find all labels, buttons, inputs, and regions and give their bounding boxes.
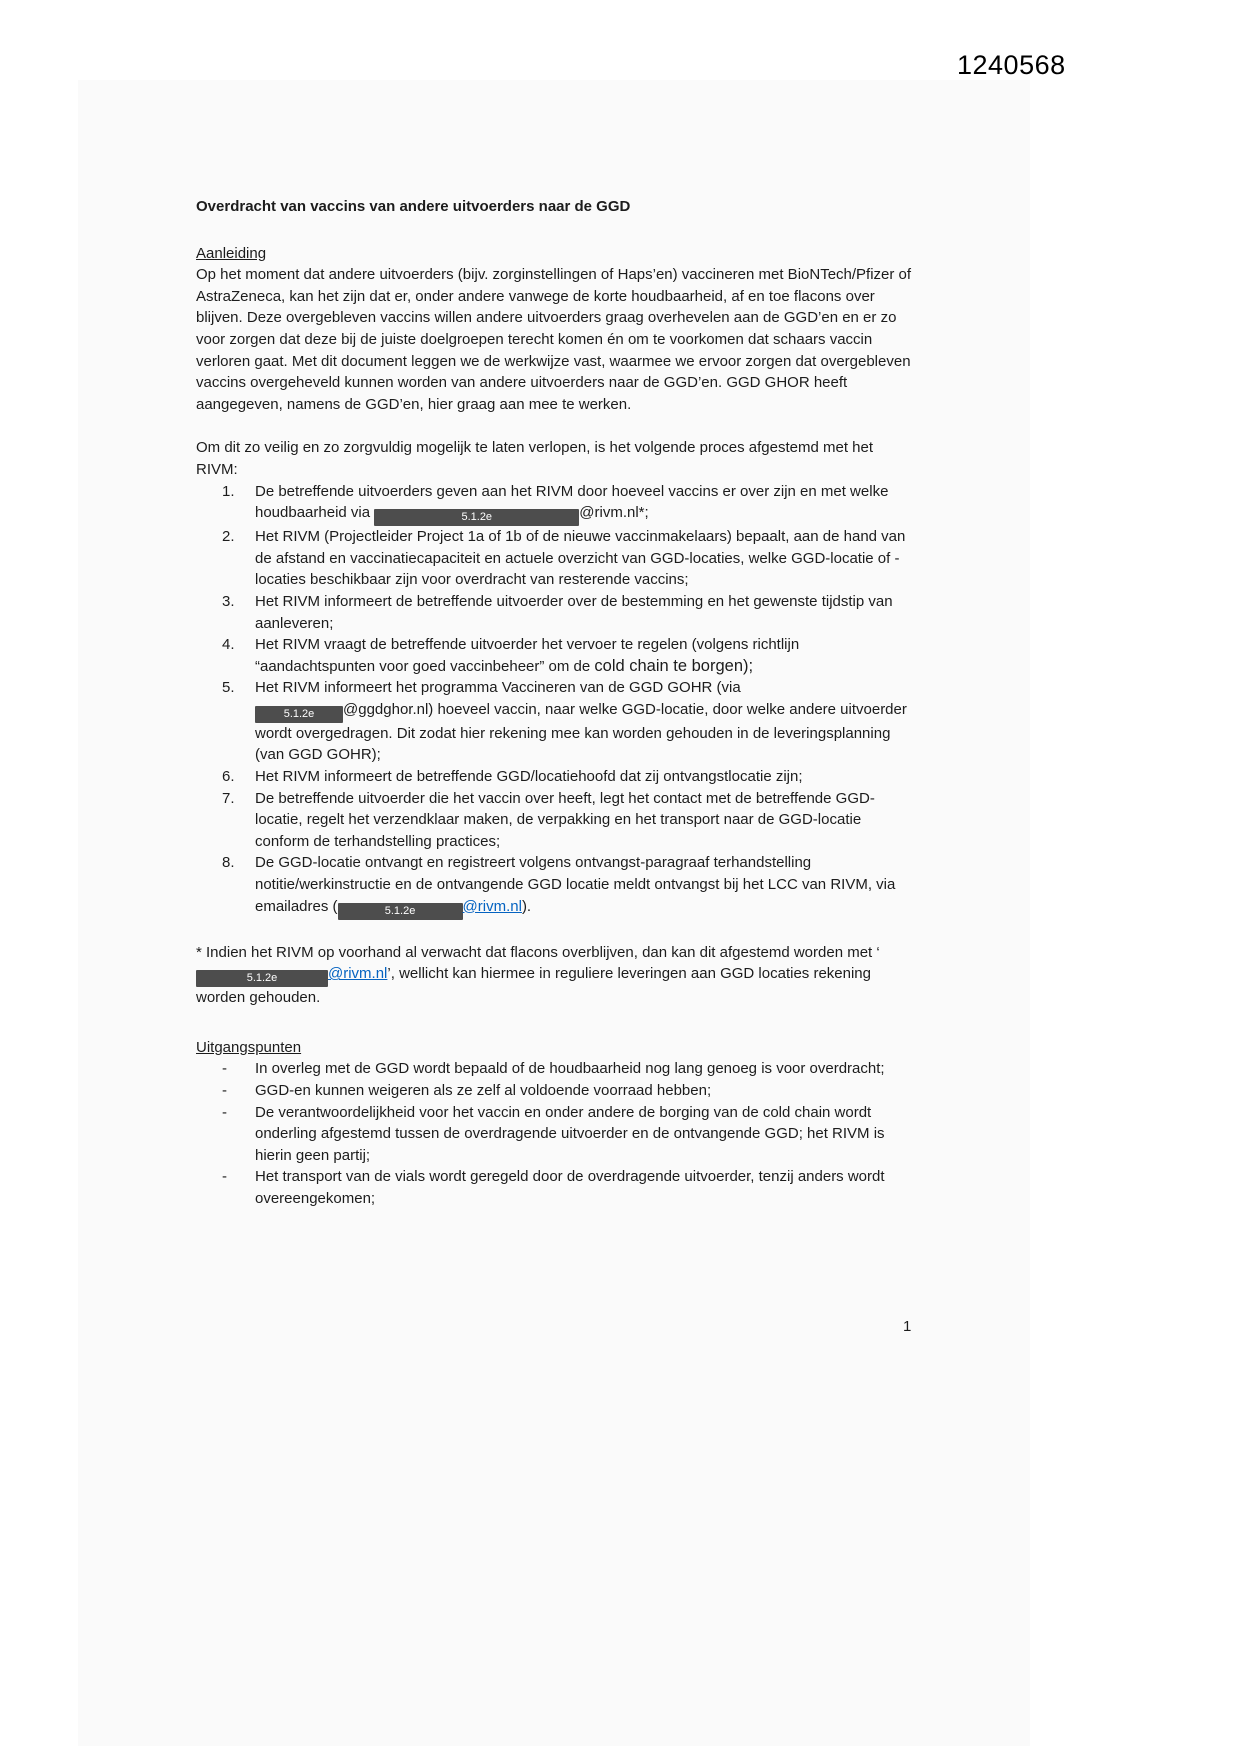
step-number: 8. bbox=[222, 854, 235, 872]
bullet-dash: - bbox=[222, 1103, 227, 1121]
process-steps-list bbox=[196, 481, 912, 920]
step-number: 1. bbox=[222, 482, 235, 500]
process-step: 4. Het RIVM vraagt de betreffende uitvoerder het vervoer te regelen (volgens richtlijn “aandachtspunten voor goed vaccinbeheer” om de cold chain te borgen); bbox=[222, 636, 800, 675]
paragraph-aanleiding-2: Om dit zo veilig en zo zorgvuldig mogelijk te laten verlopen, is het volgende proces afgestemd met het RIVM: bbox=[196, 439, 874, 478]
step-number: 4. bbox=[222, 636, 235, 654]
bullet-dash: - bbox=[222, 1082, 227, 1099]
redaction-box: 5.1.2e bbox=[374, 509, 579, 526]
bullet-dash: - bbox=[222, 1168, 227, 1186]
page-number: 1 bbox=[903, 1318, 912, 1335]
document-title: Overdracht van vaccins van andere uitvoerders naar de GGD bbox=[196, 198, 631, 215]
step-number: 5. bbox=[222, 679, 235, 697]
redaction-box: 5.1.2e bbox=[338, 903, 463, 920]
email-link[interactable]: @rivm.nl bbox=[328, 965, 388, 983]
principle-item: - De verantwoordelijkheid voor het vaccin en onder andere de borging van de cold chain wordt onderling afgestemd tussen de overdragende uitvoerder en de ontvangende GGD; het RIVM is hierin geen partij; bbox=[222, 1103, 885, 1164]
step-number: 2. bbox=[222, 528, 235, 546]
footnote-paragraph: * Indien het RIVM op voorhand al verwacht dat flacons overblijven, dan kan dit afgestemd worden met ‘5.1.2e @rivm.nl’, wellicht kan hiermee in reguliere leveringen aan GGD locaties rekening worden gehouden. bbox=[196, 943, 880, 1007]
alt-font-text: cold chain te borgen); bbox=[594, 656, 754, 675]
section-heading-aanleiding: Aanleiding bbox=[196, 244, 267, 262]
process-step: 2. Het RIVM (Projectleider Project 1a of 1b of de nieuwe vaccinmakelaars) bepaalt, aan de hand van de afstand en vaccinatiecapaciteit en actuele overzicht van GGD-locaties, welke GGD-locatie of -locaties beschikbaar zijn voor overdracht van resterende vaccins; bbox=[222, 528, 906, 589]
process-step: 8. De GGD-locatie ontvangt en registreert volgens ontvangst-paragraaf terhandstelling notitie/werkinstructie en de ontvangende GGD locatie meldt ontvangst bij het LCC van RIVM, via emailadres ( 5.1.2e @rivm.nl). bbox=[196, 852, 912, 919]
redaction-box: 5.1.2e bbox=[196, 970, 328, 987]
process-step: 7. De betreffende uitvoerder die het vaccin over heeft, legt het contact met de betreffende GGD-locatie, regelt het verzendklaar maken, de verpakking en het transport naar de GGD-locatie conform de terhandstelling practices; bbox=[222, 789, 875, 850]
step-number: 6. bbox=[222, 768, 235, 786]
document-id-stamp: 1240568 bbox=[957, 50, 1066, 80]
process-step: 6. Het RIVM informeert de betreffende GGD/locatiehoofd dat zij ontvangstlocatie zijn; bbox=[196, 766, 912, 788]
section-heading-uitgangspunten: Uitgangspunten bbox=[196, 1038, 302, 1056]
paragraph-aanleiding-1: Op het moment dat andere uitvoerders (bijv. zorginstellingen of Haps’en) vaccineren met BioNTech/Pfizer of AstraZeneca, kan het zijn dat er, onder andere vanwege de korte houdbaarheid, af en toe flacons over blijven. Deze overgebleven vaccins willen andere uitvoerders graag overhevelen aan de GGD’en en er zo voor zorgen dat deze bij de juiste doelgroepen terecht komen én om te voorkomen dat schaars vaccin verloren gaat. Met dit document leggen we de werkwijze vast, waarmee we ervoor zorgen dat overgebleven vaccins overgeheveld kunnen worden van andere uitvoerders naar de GGD’en. GGD GHOR heeft aangegeven, namens de GGD’en, hier graag aan mee te werken. bbox=[196, 266, 912, 413]
principle-item: - Het transport van de vials wordt geregeld door de overdragende uitvoerder, tenzij anders wordt overeengekomen; bbox=[222, 1168, 885, 1207]
bullet-dash: - bbox=[222, 1060, 227, 1078]
principle-item: - In overleg met de GGD wordt bepaald of de houdbaarheid nog lang genoeg is voor overdracht; bbox=[196, 1058, 912, 1080]
process-step: 1. De betreffende uitvoerders geven aan het RIVM door hoeveel vaccins er over zijn en met welke houdbaarheid via 5.1.2e @rivm.nl*; bbox=[196, 481, 912, 527]
process-step: 3. Het RIVM informeert de betreffende uitvoerder over de bestemming en het gewenste tijdstip van aanleveren; bbox=[222, 592, 893, 632]
step-number: 7. bbox=[222, 789, 235, 807]
principles-list bbox=[196, 1058, 912, 1209]
redaction-box: 5.1.2e bbox=[255, 706, 343, 723]
step-number: 3. bbox=[222, 592, 235, 610]
email-link[interactable]: @rivm.nl bbox=[462, 897, 522, 915]
document-body bbox=[196, 196, 912, 1210]
process-step: 5. Het RIVM informeert het programma Vaccineren van de GGD GOHR (via 5.1.2e @ggdghor.nl) hoeveel vaccin, naar welke GGD-locatie, door welke andere uitvoerder wordt overgedragen. Dit zodat hier rekening mee kan worden gehouden in de leveringsplanning (van GGD GOHR); bbox=[222, 679, 907, 764]
principle-item: - GGD-en kunnen weigeren als ze zelf al voldoende voorraad hebben; bbox=[196, 1080, 912, 1102]
